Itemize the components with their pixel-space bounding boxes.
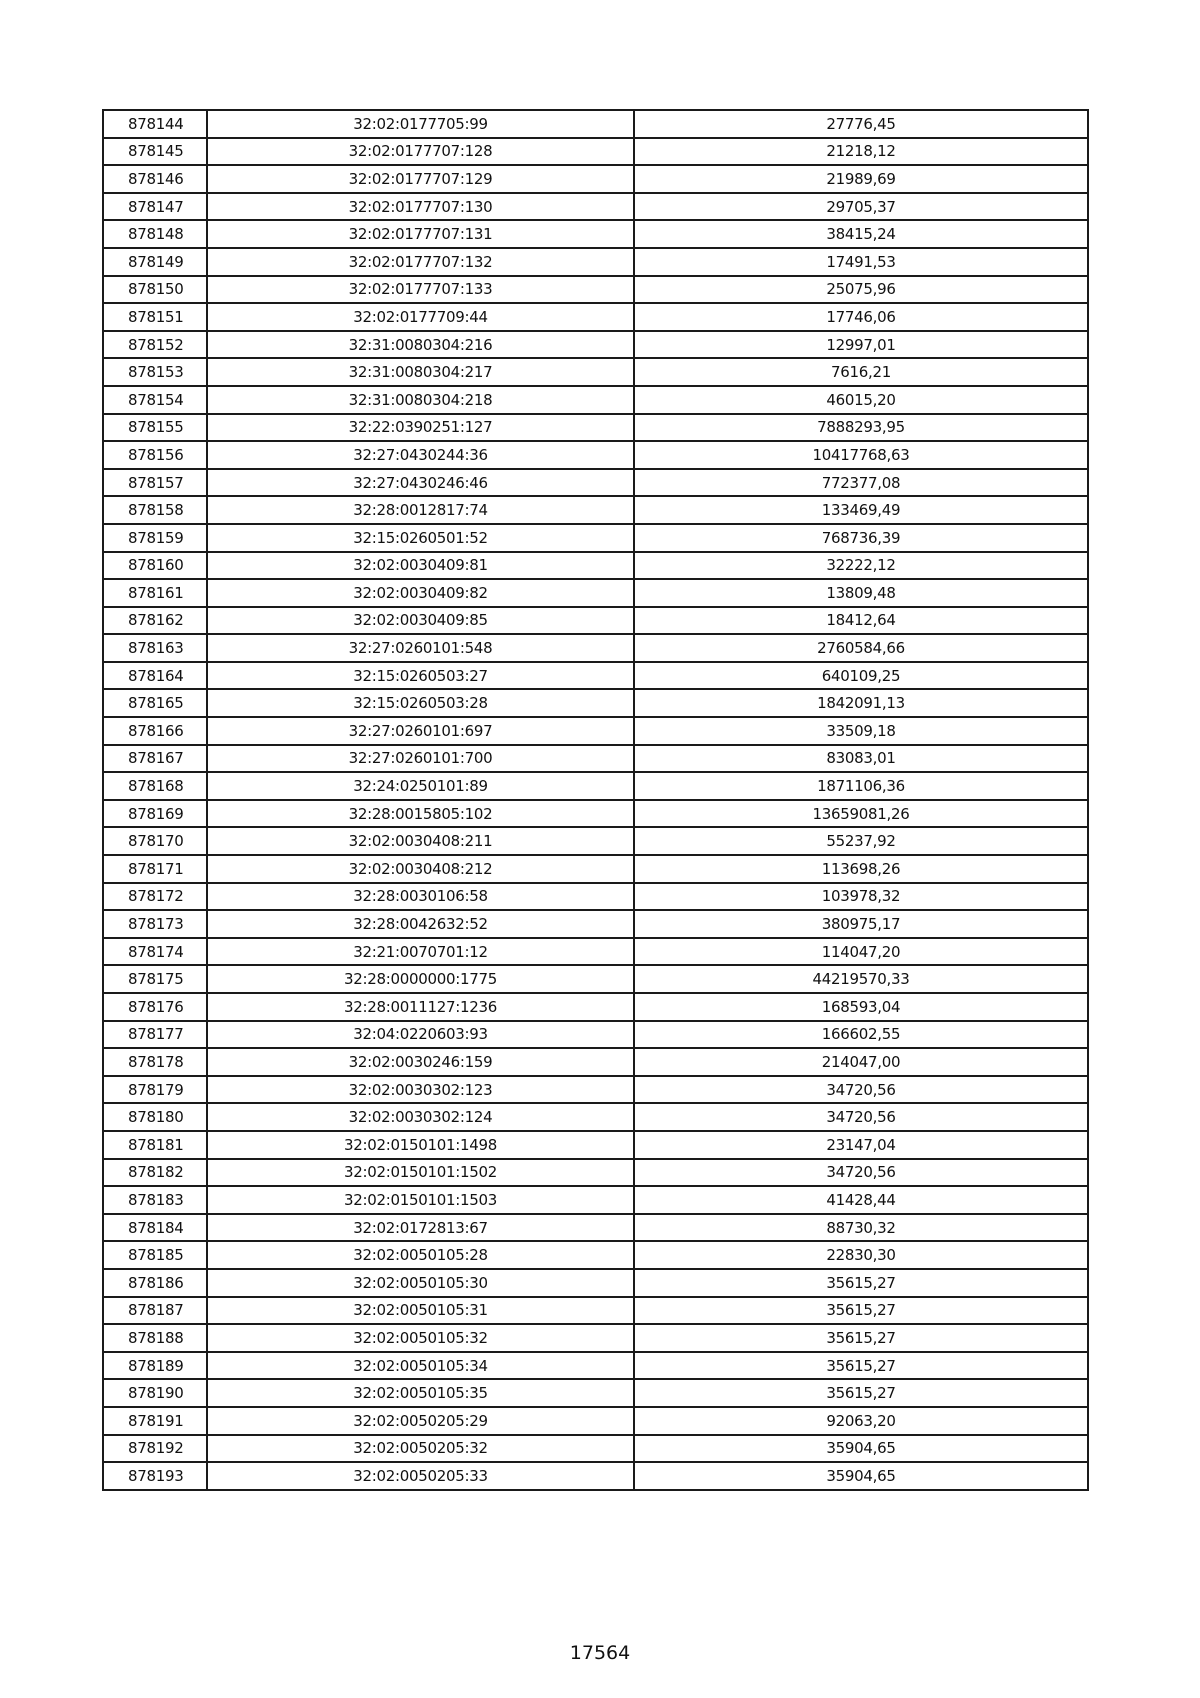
row-number-cell: 878162 <box>103 607 207 635</box>
value-cell: 640109,25 <box>634 662 1088 690</box>
cadastral-number-cell: 32:02:0030409:81 <box>207 552 634 580</box>
row-number-cell: 878157 <box>103 469 207 497</box>
value-cell: 114047,20 <box>634 938 1088 966</box>
value-cell: 380975,17 <box>634 910 1088 938</box>
cadastral-number-cell: 32:02:0050205:32 <box>207 1435 634 1463</box>
row-number-cell: 878184 <box>103 1214 207 1242</box>
value-cell: 55237,92 <box>634 827 1088 855</box>
value-cell: 17491,53 <box>634 248 1088 276</box>
value-cell: 92063,20 <box>634 1407 1088 1435</box>
row-number-cell: 878187 <box>103 1297 207 1325</box>
page-number: 17564 <box>569 1642 631 1664</box>
value-cell: 12997,01 <box>634 331 1088 359</box>
cadastral-number-cell: 32:27:0260101:697 <box>207 717 634 745</box>
table-row <box>103 1352 1088 1380</box>
row-number-cell: 878172 <box>103 883 207 911</box>
row-number-cell: 878168 <box>103 772 207 800</box>
value-cell: 44219570,33 <box>634 965 1088 993</box>
value-cell: 83083,01 <box>634 745 1088 773</box>
cadastral-number-cell: 32:02:0030408:212 <box>207 855 634 883</box>
cadastral-number-cell: 32:02:0177707:131 <box>207 220 634 248</box>
table-row <box>103 965 1088 993</box>
value-cell: 38415,24 <box>634 220 1088 248</box>
cadastral-number-cell: 32:02:0030409:82 <box>207 579 634 607</box>
row-number-cell: 878176 <box>103 993 207 1021</box>
cadastral-number-cell: 32:31:0080304:218 <box>207 386 634 414</box>
data-table <box>102 109 1089 1491</box>
cadastral-number-cell: 32:28:0000000:1775 <box>207 965 634 993</box>
data-table-container <box>102 109 1087 1491</box>
cadastral-number-cell: 32:02:0172813:67 <box>207 1214 634 1242</box>
row-number-cell: 878164 <box>103 662 207 690</box>
cadastral-number-cell: 32:02:0150101:1503 <box>207 1186 634 1214</box>
cadastral-number-cell: 32:31:0080304:216 <box>207 331 634 359</box>
row-number-cell: 878180 <box>103 1103 207 1131</box>
cadastral-number-cell: 32:02:0030302:123 <box>207 1076 634 1104</box>
row-number-cell: 878149 <box>103 248 207 276</box>
value-cell: 21218,12 <box>634 138 1088 166</box>
value-cell: 214047,00 <box>634 1048 1088 1076</box>
cadastral-number-cell: 32:24:0250101:89 <box>207 772 634 800</box>
value-cell: 21989,69 <box>634 165 1088 193</box>
row-number-cell: 878179 <box>103 1076 207 1104</box>
value-cell: 34720,56 <box>634 1103 1088 1131</box>
cadastral-number-cell: 32:02:0177707:132 <box>207 248 634 276</box>
table-row <box>103 772 1088 800</box>
cadastral-number-cell: 32:02:0030302:124 <box>207 1103 634 1131</box>
cadastral-number-cell: 32:15:0260503:27 <box>207 662 634 690</box>
cadastral-number-cell: 32:02:0177705:99 <box>207 110 634 138</box>
table-row <box>103 496 1088 524</box>
cadastral-number-cell: 32:02:0177709:44 <box>207 303 634 331</box>
table-row <box>103 1324 1088 1352</box>
table-row <box>103 910 1088 938</box>
row-number-cell: 878181 <box>103 1131 207 1159</box>
row-number-cell: 878165 <box>103 689 207 717</box>
value-cell: 32222,12 <box>634 552 1088 580</box>
table-row <box>103 1021 1088 1049</box>
row-number-cell: 878191 <box>103 1407 207 1435</box>
value-cell: 168593,04 <box>634 993 1088 1021</box>
table-row <box>103 165 1088 193</box>
cadastral-number-cell: 32:02:0050105:31 <box>207 1297 634 1325</box>
table-row <box>103 1131 1088 1159</box>
cadastral-number-cell: 32:27:0260101:548 <box>207 634 634 662</box>
cadastral-number-cell: 32:02:0050205:33 <box>207 1462 634 1490</box>
cadastral-number-cell: 32:02:0050105:28 <box>207 1241 634 1269</box>
value-cell: 34720,56 <box>634 1159 1088 1187</box>
value-cell: 2760584,66 <box>634 634 1088 662</box>
row-number-cell: 878178 <box>103 1048 207 1076</box>
row-number-cell: 878186 <box>103 1269 207 1297</box>
row-number-cell: 878171 <box>103 855 207 883</box>
value-cell: 34720,56 <box>634 1076 1088 1104</box>
table-body <box>103 110 1088 1490</box>
value-cell: 13809,48 <box>634 579 1088 607</box>
value-cell: 27776,45 <box>634 110 1088 138</box>
value-cell: 35904,65 <box>634 1462 1088 1490</box>
value-cell: 35615,27 <box>634 1324 1088 1352</box>
table-row <box>103 883 1088 911</box>
table-row <box>103 579 1088 607</box>
table-row <box>103 1462 1088 1490</box>
table-row <box>103 1269 1088 1297</box>
cadastral-number-cell: 32:02:0030409:85 <box>207 607 634 635</box>
table-row <box>103 1186 1088 1214</box>
cadastral-number-cell: 32:28:0012817:74 <box>207 496 634 524</box>
row-number-cell: 878182 <box>103 1159 207 1187</box>
row-number-cell: 878154 <box>103 386 207 414</box>
table-row <box>103 248 1088 276</box>
value-cell: 113698,26 <box>634 855 1088 883</box>
row-number-cell: 878144 <box>103 110 207 138</box>
row-number-cell: 878161 <box>103 579 207 607</box>
row-number-cell: 878192 <box>103 1435 207 1463</box>
row-number-cell: 878156 <box>103 441 207 469</box>
row-number-cell: 878173 <box>103 910 207 938</box>
table-row <box>103 1241 1088 1269</box>
value-cell: 35615,27 <box>634 1297 1088 1325</box>
value-cell: 17746,06 <box>634 303 1088 331</box>
cadastral-number-cell: 32:02:0030246:159 <box>207 1048 634 1076</box>
table-row <box>103 358 1088 386</box>
table-row <box>103 1407 1088 1435</box>
row-number-cell: 878185 <box>103 1241 207 1269</box>
value-cell: 35615,27 <box>634 1379 1088 1407</box>
table-row <box>103 634 1088 662</box>
row-number-cell: 878155 <box>103 414 207 442</box>
row-number-cell: 878193 <box>103 1462 207 1490</box>
cadastral-number-cell: 32:27:0260101:700 <box>207 745 634 773</box>
table-row <box>103 303 1088 331</box>
cadastral-number-cell: 32:02:0177707:133 <box>207 276 634 304</box>
table-row <box>103 331 1088 359</box>
table-row <box>103 717 1088 745</box>
row-number-cell: 878188 <box>103 1324 207 1352</box>
value-cell: 1871106,36 <box>634 772 1088 800</box>
table-row <box>103 441 1088 469</box>
row-number-cell: 878151 <box>103 303 207 331</box>
table-row <box>103 1076 1088 1104</box>
table-row <box>103 1435 1088 1463</box>
value-cell: 10417768,63 <box>634 441 1088 469</box>
cadastral-number-cell: 32:21:0070701:12 <box>207 938 634 966</box>
value-cell: 35904,65 <box>634 1435 1088 1463</box>
cadastral-number-cell: 32:28:0011127:1236 <box>207 993 634 1021</box>
table-row <box>103 220 1088 248</box>
row-number-cell: 878190 <box>103 1379 207 1407</box>
cadastral-number-cell: 32:02:0150101:1502 <box>207 1159 634 1187</box>
value-cell: 22830,30 <box>634 1241 1088 1269</box>
cadastral-number-cell: 32:28:0030106:58 <box>207 883 634 911</box>
row-number-cell: 878167 <box>103 745 207 773</box>
row-number-cell: 878152 <box>103 331 207 359</box>
cadastral-number-cell: 32:02:0177707:129 <box>207 165 634 193</box>
value-cell: 35615,27 <box>634 1269 1088 1297</box>
row-number-cell: 878166 <box>103 717 207 745</box>
cadastral-number-cell: 32:27:0430246:46 <box>207 469 634 497</box>
row-number-cell: 878183 <box>103 1186 207 1214</box>
cadastral-number-cell: 32:31:0080304:217 <box>207 358 634 386</box>
value-cell: 23147,04 <box>634 1131 1088 1159</box>
value-cell: 41428,44 <box>634 1186 1088 1214</box>
row-number-cell: 878170 <box>103 827 207 855</box>
value-cell: 88730,32 <box>634 1214 1088 1242</box>
table-row <box>103 1048 1088 1076</box>
value-cell: 133469,49 <box>634 496 1088 524</box>
table-row <box>103 193 1088 221</box>
table-row <box>103 552 1088 580</box>
value-cell: 166602,55 <box>634 1021 1088 1049</box>
table-row <box>103 827 1088 855</box>
value-cell: 35615,27 <box>634 1352 1088 1380</box>
value-cell: 46015,20 <box>634 386 1088 414</box>
cadastral-number-cell: 32:28:0042632:52 <box>207 910 634 938</box>
row-number-cell: 878148 <box>103 220 207 248</box>
table-row <box>103 607 1088 635</box>
table-row <box>103 800 1088 828</box>
row-number-cell: 878189 <box>103 1352 207 1380</box>
row-number-cell: 878145 <box>103 138 207 166</box>
table-row <box>103 524 1088 552</box>
row-number-cell: 878175 <box>103 965 207 993</box>
table-row <box>103 1159 1088 1187</box>
value-cell: 772377,08 <box>634 469 1088 497</box>
row-number-cell: 878150 <box>103 276 207 304</box>
cadastral-number-cell: 32:02:0050105:35 <box>207 1379 634 1407</box>
table-row <box>103 938 1088 966</box>
table-row <box>103 1103 1088 1131</box>
row-number-cell: 878177 <box>103 1021 207 1049</box>
cadastral-number-cell: 32:02:0177707:130 <box>207 193 634 221</box>
table-row <box>103 993 1088 1021</box>
row-number-cell: 878147 <box>103 193 207 221</box>
value-cell: 103978,32 <box>634 883 1088 911</box>
cadastral-number-cell: 32:04:0220603:93 <box>207 1021 634 1049</box>
table-row <box>103 276 1088 304</box>
table-row <box>103 1214 1088 1242</box>
table-row <box>103 110 1088 138</box>
row-number-cell: 878169 <box>103 800 207 828</box>
row-number-cell: 878163 <box>103 634 207 662</box>
table-row <box>103 745 1088 773</box>
table-row <box>103 1297 1088 1325</box>
table-row <box>103 138 1088 166</box>
cadastral-number-cell: 32:02:0177707:128 <box>207 138 634 166</box>
row-number-cell: 878160 <box>103 552 207 580</box>
row-number-cell: 878158 <box>103 496 207 524</box>
table-row <box>103 414 1088 442</box>
cadastral-number-cell: 32:02:0050105:30 <box>207 1269 634 1297</box>
cadastral-number-cell: 32:02:0030408:211 <box>207 827 634 855</box>
cadastral-number-cell: 32:27:0430244:36 <box>207 441 634 469</box>
value-cell: 1842091,13 <box>634 689 1088 717</box>
cadastral-number-cell: 32:02:0050205:29 <box>207 1407 634 1435</box>
cadastral-number-cell: 32:15:0260503:28 <box>207 689 634 717</box>
row-number-cell: 878159 <box>103 524 207 552</box>
cadastral-number-cell: 32:02:0050105:32 <box>207 1324 634 1352</box>
cadastral-number-cell: 32:02:0150101:1498 <box>207 1131 634 1159</box>
row-number-cell: 878146 <box>103 165 207 193</box>
value-cell: 7616,21 <box>634 358 1088 386</box>
cadastral-number-cell: 32:15:0260501:52 <box>207 524 634 552</box>
value-cell: 768736,39 <box>634 524 1088 552</box>
cadastral-number-cell: 32:28:0015805:102 <box>207 800 634 828</box>
value-cell: 13659081,26 <box>634 800 1088 828</box>
table-row <box>103 1379 1088 1407</box>
table-row <box>103 386 1088 414</box>
cadastral-number-cell: 32:22:0390251:127 <box>207 414 634 442</box>
table-row <box>103 689 1088 717</box>
table-row <box>103 855 1088 883</box>
value-cell: 29705,37 <box>634 193 1088 221</box>
row-number-cell: 878174 <box>103 938 207 966</box>
table-row <box>103 469 1088 497</box>
value-cell: 18412,64 <box>634 607 1088 635</box>
value-cell: 25075,96 <box>634 276 1088 304</box>
value-cell: 7888293,95 <box>634 414 1088 442</box>
value-cell: 33509,18 <box>634 717 1088 745</box>
cadastral-number-cell: 32:02:0050105:34 <box>207 1352 634 1380</box>
row-number-cell: 878153 <box>103 358 207 386</box>
table-row <box>103 662 1088 690</box>
